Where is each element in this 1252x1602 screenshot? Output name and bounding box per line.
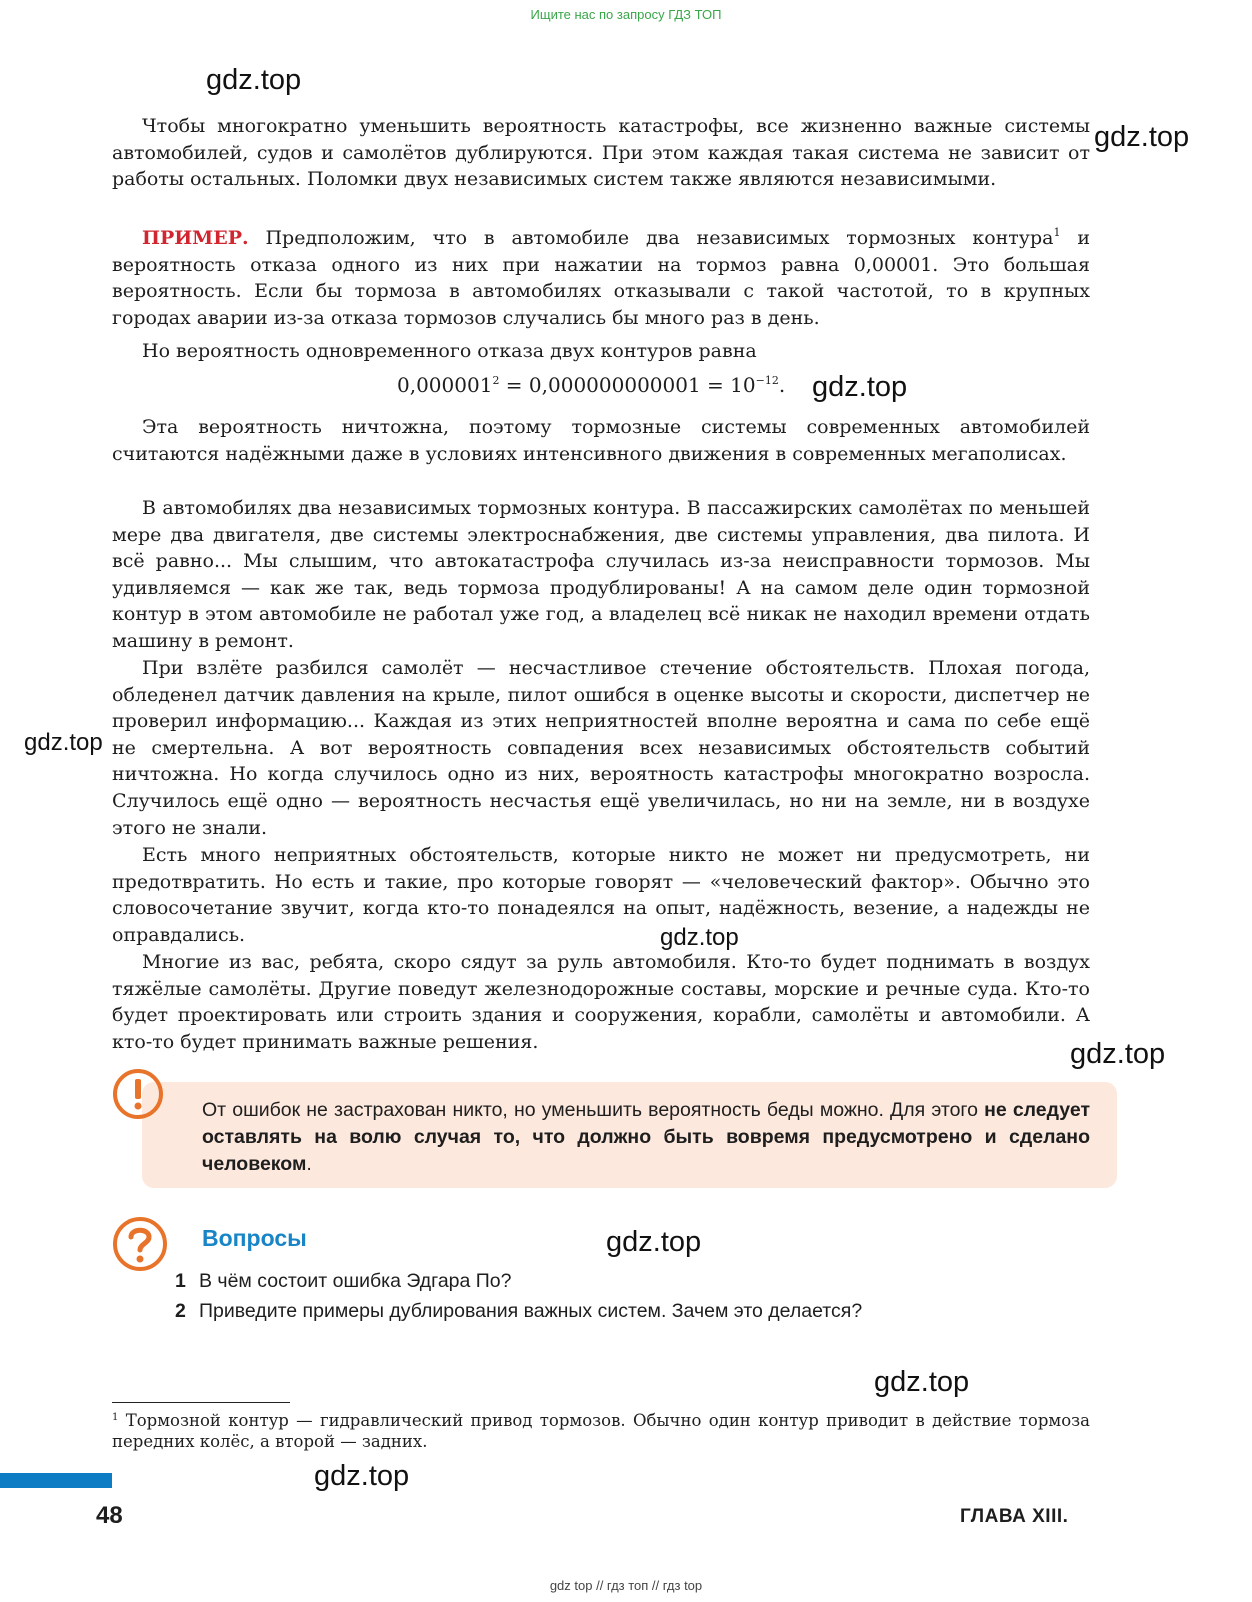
formula: $0,000001^2 = 0,000000000001 = 10^{-12}$. bbox=[397, 373, 786, 397]
header-note: Ищите нас по запросу ГДЗ ТОП bbox=[530, 7, 722, 22]
callout-text: От ошибок не застрахован никто, но уменьшить вероятность беды можно. Для этого не следует оставлять на волю случая то, что должно быть вовремя предусмотрено и сделано человеком. bbox=[202, 1099, 1090, 1175]
watermark: gdz.top bbox=[812, 371, 908, 403]
footer-note: gdz top // гдз топ // гдз top bbox=[549, 1578, 703, 1593]
watermark: gdz.top bbox=[660, 924, 739, 951]
questions-title: Вопросы bbox=[202, 1225, 307, 1251]
paragraph-example: ПРИМЕР. Предположим, что в автомобиле два независимых тормозных контура$^1$ и вероятность отказа одного из них при нажатии на тормоз равна 0,00001. Это большая вероятность. Если бы тормоза в автомобилях отказывали с такой частотой, то в крупных городах аварии из-за отказа тормозов случались бы много раз в день. bbox=[112, 226, 1091, 329]
paragraph-future: Многие из вас, ребята, скоро сядут за руль автомобиля. Кто-то будет поднимать в воздух тяжёлые самолёты. Другие поведут железнодорожные составы, морские и речные суда. Кто-то будет проектировать или строить здания и сооружения, корабли, самолёты и автомобили. А кто-то будет принимать важные решения. bbox=[112, 951, 1090, 1053]
page-number: 48 bbox=[96, 1502, 123, 1529]
paragraph-cars: В автомобилях два независимых тормозных контура. В пассажирских самолётах по меньшей мере два двигателя, две системы электроснабжения, две системы управления, два пилота. И всё равно... Мы слышим, что автокатастрофа случилась из-за неисправности тормозов. Мы удивляемся — как же так, ведь тормоза продублированы! А на самом деле один тормозной контур в этом автомобиле не работал уже год, а владелец всё никак не находил времени отдать машину в ремонт. bbox=[112, 497, 1090, 652]
question-item: 2 Приведите примеры дублирования важных систем. Зачем это делается? bbox=[175, 1300, 863, 1322]
exclamation-icon bbox=[112, 1068, 164, 1120]
watermark: gdz.top bbox=[314, 1460, 410, 1492]
watermark: gdz.top bbox=[24, 729, 103, 756]
chapter-label: ГЛАВА XIII. bbox=[960, 1506, 1069, 1527]
watermark: gdz.top bbox=[1094, 121, 1190, 153]
watermark: gdz.top bbox=[606, 1226, 702, 1258]
page-accent-bar bbox=[0, 1473, 112, 1488]
example-label: ПРИМЕР. bbox=[142, 227, 249, 249]
paragraph-plane: При взлёте разбился самолёт — несчастливое стечение обстоятельств. Плохая погода, обледенел датчик давления на крыле, пилот ошибся в оценке высоты и скорости, диспетчер не проверил информацию... Каждая из этих неприятностей вполне вероятна и сама по себе ещё не смертельна. А вот вероятность совпадения всех независимых обстоятельств событий ничтожна. Но когда случилось одно из них, вероятность катастрофы многократно возросла. Случилось ещё одно — вероятность несчастья ещё увеличилась, но ни на земле, ни в воздухе этого не знали. bbox=[112, 657, 1090, 839]
question-item: 1 В чём состоит ошибка Эдгара По? bbox=[175, 1270, 512, 1292]
question-icon bbox=[112, 1216, 168, 1272]
watermark: gdz.top bbox=[206, 64, 302, 96]
watermark: gdz.top bbox=[1070, 1038, 1166, 1070]
paragraph-human-factor: Есть много неприятных обстоятельств, которые никто не может ни предусмотреть, ни предотвратить. Но есть и такие, про которые говорят — «человеческий фактор». Обычно это словосочетание звучит, когда кто-то понадеялся на опыт, надёжность, везение, а надежды не оправдались. bbox=[112, 844, 1090, 946]
watermark: gdz.top bbox=[874, 1366, 970, 1398]
footnote: $^1$ Тормозной контур — гидравлический привод тормозов. Обычно один контур приводит в действие тормоза передних колёс, а второй — задних. bbox=[112, 1411, 1090, 1451]
footnote-ref: 1 bbox=[1053, 226, 1061, 239]
callout-bold: не следует оставлять на волю случая то, что должно быть вовремя предусмотрено и сделано человеком bbox=[202, 1099, 1090, 1175]
paragraph-negligible: Эта вероятность ничтожна, поэтому тормозные системы современных автомобилей считаются надёжными даже в условиях интенсивного движения в современных мегаполисах. bbox=[112, 416, 1090, 465]
paragraph-probability: Но вероятность одновременного отказа двух контуров равна bbox=[142, 340, 757, 362]
footnote-divider bbox=[112, 1402, 290, 1403]
paragraph-intro: Чтобы многократно уменьшить вероятность катастрофы, все жизненно важные системы автомобилей, судов и самолётов дублируются. При этом каждая такая система не зависит от работы остальных. Поломки двух независимых систем также являются независимыми. bbox=[112, 115, 1090, 191]
